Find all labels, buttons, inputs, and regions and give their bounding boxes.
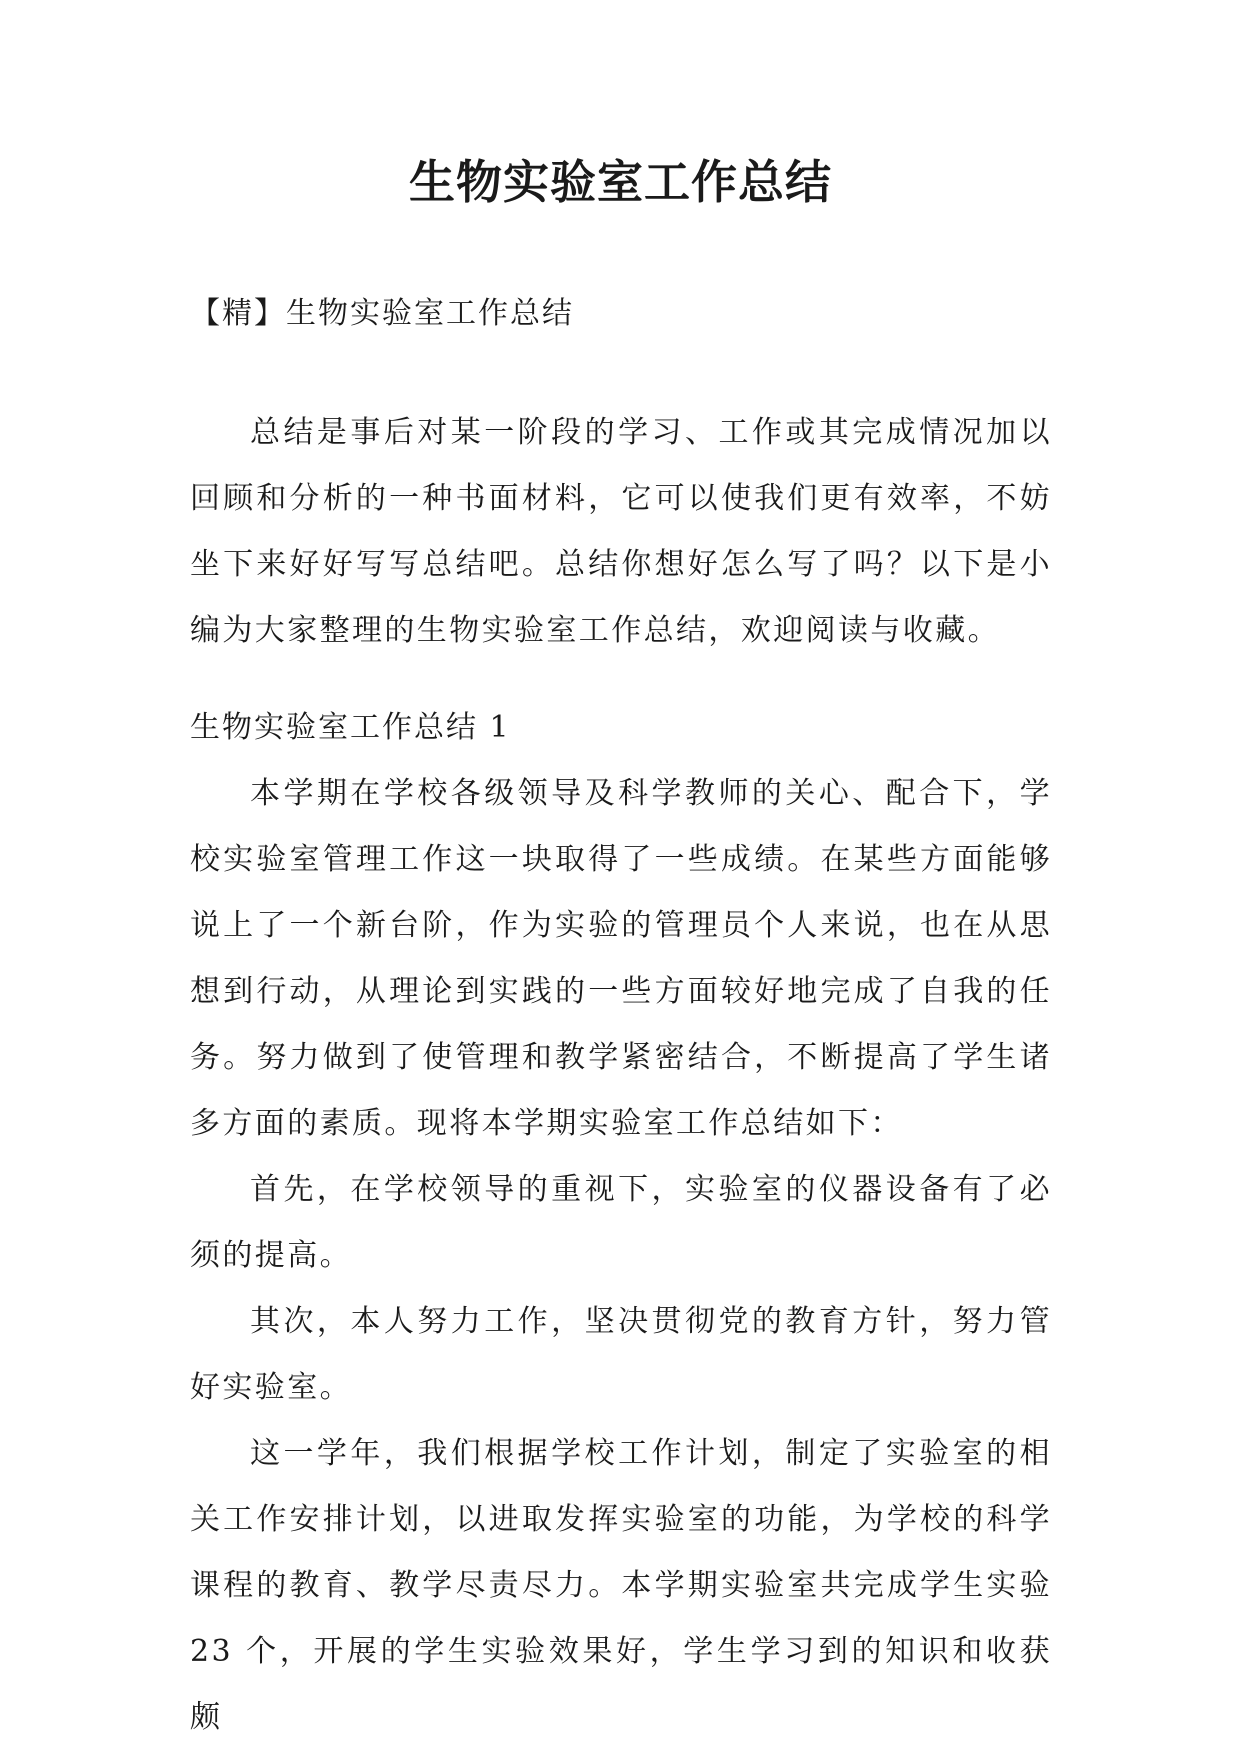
body-paragraph-3: 其次，本人努力工作，坚决贯彻党的教育方针，努力管好实验室。	[190, 1304, 1052, 1405]
body-paragraph-2: 首先，在学校领导的重视下，实验室的仪器设备有了必须的提高。	[190, 1172, 1052, 1273]
body-paragraph-4: 这一学年，我们根据学校工作计划，制定了实验室的相关工作安排计划，以进取发挥实验室的功能，为学校的科学课程的教育、教学尽责尽力。本学期实验室共完成学生实验23 个，开展的学生实验效果好，学生学习到的知识和收获颇	[190, 1436, 1052, 1735]
intro-block	[190, 400, 1052, 664]
body-text	[190, 761, 1052, 1751]
section-heading: 生物实验室工作总结 1	[190, 710, 511, 745]
document-title: 生物实验室工作总结	[409, 155, 832, 209]
intro-paragraph: 总结是事后对某一阶段的学习、工作或其完成情况加以回顾和分析的一种书面材料，它可以使我们更有效率，不妨坐下来好好写写总结吧。总结你想好怎么写了吗？以下是小编为大家整理的生物实验室工作总结，欢迎阅读与收藏。	[190, 415, 1052, 648]
body-paragraph-1: 本学期在学校各级领导及科学教师的关心、配合下，学校实验室管理工作这一块取得了一些成绩。在某些方面能够说上了一个新台阶，作为实验的管理员个人来说，也在从思想到行动，从理论到实践的一些方面较好地完成了自我的任务。努力做到了使管理和教学紧密结合，不断提高了学生诸多方面的素质。现将本学期实验室工作总结如下：	[190, 776, 1052, 1141]
document-subtitle: 【精】生物实验室工作总结	[190, 296, 574, 331]
